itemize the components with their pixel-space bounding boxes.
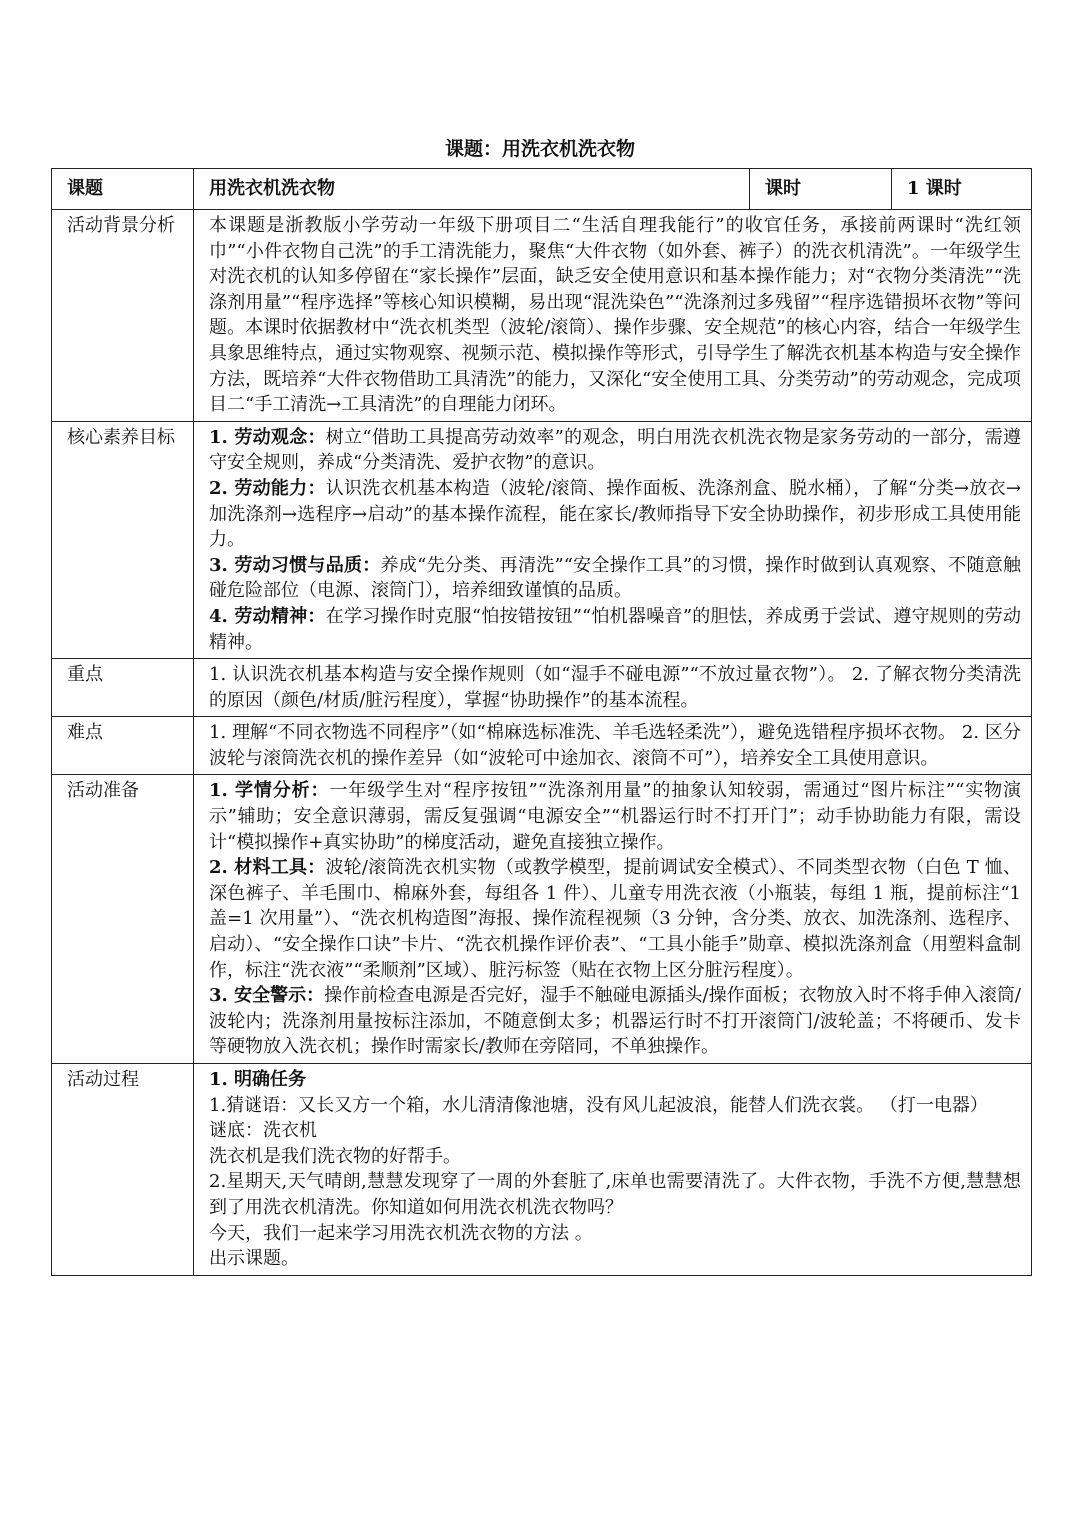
preparation-row [52,775,1032,1064]
preparation-item [209,778,1021,855]
difficulty-cell [194,717,1032,775]
background-row [52,210,1032,422]
preparation-label: 活动准备 [52,775,194,1064]
literacy-item-lead: 4. 劳动精神： [209,605,326,627]
process-heading: 1. 明确任务 [209,1069,307,1090]
lesson-plan-table [51,168,1032,1276]
background-cell [194,210,1032,422]
process-line: 今天，我们一起来学习用洗衣机洗衣物的方法 。 [209,1222,593,1244]
literacy-item [209,476,1021,553]
literacy-item-lead: 3. 劳动习惯与品质： [209,554,381,576]
literacy-cell [194,421,1032,658]
literacy-item-lead: 1. 劳动观念： [209,426,326,448]
preparation-item-lead: 3. 安全警示： [209,985,325,1007]
literacy-label: 核心素养目标 [52,421,194,658]
hours-label: 课时 [750,169,892,210]
process-line: 洗衣机是我们洗衣物的好帮手。 [209,1145,461,1167]
process-line: 出示课题。 [209,1248,299,1270]
literacy-item-text: 养成“先分类、再清洗”“安全操作工具”的习惯，操作时做到认真观察、不随意触碰危险部位（电源、滚筒门），培养细致谨慎的品质。 [209,554,1021,602]
literacy-item-text: 认识洗衣机基本构造（波轮/滚筒、操作面板、洗涤剂盒、脱水桶），了解“分类→放衣→加洗涤剂→选程序→启动”的基本操作流程，能在家长/教师指导下安全协助操作，初步形成工具使用能力。 [209,477,1021,551]
preparation-item-text: 一年级学生对“程序按钮”“洗涤剂用量”的抽象认知较弱，需通过“图片标注”“实物演示”辅助；安全意识薄弱，需反复强调“电源安全”“机器运行时不打开门”；动手协助能力有限，需设计“模拟操作+真实协助”的梯度活动，避免直接独立操作。 [209,780,1021,853]
difficulty-row [52,717,1032,775]
literacy-item-text: 在学习操作时克服“怕按错按钮”“怕机器噪音”的胆怯，养成勇于尝试、遵守规则的劳动精神。 [209,605,1021,653]
process-line: 1.猜谜语：又长又方一个箱，水儿清清像池塘，没有风儿起波浪，能替人们洗衣裳。 （打一电器） [209,1094,988,1116]
difficulty-label: 难点 [52,717,194,775]
background-label: 活动背景分析 [52,210,194,422]
header-row [52,169,1032,210]
background-text: 本课题是浙教版小学劳动一年级下册项目二“生活自理我能行”的收官任务，承接前两课时“洗红领巾”“小件衣物自己洗”的手工清洗能力，聚焦“大件衣物（如外套、裤子）的洗衣机清洗”。一年级学生对洗衣机的认知多停留在“家长操作”层面，缺乏安全使用意识和基本操作能力；对“衣物分类清洗”“洗涤剂用量”“程序选择”等核心知识模糊，易出现“混洗染色”“洗涤剂过多残留”“程序选错损坏衣物”等问题。本课时依据教材中“洗衣机类型（波轮/滚筒）、操作步骤、安全规范”的核心内容，结合一年级学生具象思维特点，通过实物观察、视频示范、模拟操作等形式，引导学生了解洗衣机基本构造与安全操作方法，既培养“大件衣物借助工具清洗”的能力，又深化“安全使用工具、分类劳动”的劳动观念，完成项目二“手工清洗→工具清洗”的自理能力闭环。 [209,215,1021,416]
preparation-item [209,855,1021,983]
preparation-item-text: 波轮/滚筒洗衣机实物（或教学模型，提前调试安全模式）、不同类型衣物（白色 T 恤、深色裤子、羊毛围巾、棉麻外套，每组各 1 件）、儿童专用洗衣液（小瓶装，每组 1 瓶，提前标注“1 盖=1 次用量”）、“洗衣机构造图”海报、操作流程视频（3 分钟，含分类、放衣、加洗涤剂、选程序、启动）、“安全操作口诀”卡片、“洗衣机操作评价表”、“工具小能手”勋章、模拟洗涤剂盒（用塑料盒制作，标注“洗衣液”“柔顺剂”区域）、脏污标签（贴在衣物上区分脏污程度）。 [209,857,1021,981]
preparation-cell [194,775,1032,1064]
literacy-item [209,604,1021,655]
difficulty-text: 1. 理解“不同衣物选不同程序”（如“棉麻选标准洗、羊毛选轻柔洗”），避免选错程序损坏衣物。 2. 区分波轮与滚筒洗衣机的操作差异（如“波轮可中途加衣、滚筒不可”），培养安全工具使用意识。 [209,722,1021,769]
keypoint-row [52,659,1032,717]
literacy-row [52,421,1032,658]
preparation-item-text: 操作前检查电源是否完好，湿手不触碰电源插头/操作面板；衣物放入时不将手伸入滚筒/波轮内；洗涤剂用量按标注添加，不随意倒太多；机器运行时不打开滚筒门/波轮盖；不将硬币、发卡等硬物放入洗衣机；操作时需家长/教师在旁陪同，不单独操作。 [209,985,1022,1058]
keypoint-label: 重点 [52,659,194,717]
keypoint-cell [194,659,1032,717]
topic-label: 课题 [52,169,194,210]
process-row [52,1064,1032,1276]
literacy-item [209,553,1021,604]
literacy-item-lead: 2. 劳动能力： [209,477,326,499]
hours-value: 1 课时 [892,169,1032,210]
page-title: 课题：用洗衣机洗衣物 [444,138,635,160]
preparation-item [209,983,1021,1060]
keypoint-text: 1. 认识洗衣机基本构造与安全操作规则（如“湿手不碰电源”“不放过量衣物”）。 2. 了解衣物分类清洗的原因（颜色/材质/脏污程度），掌握“协助操作”的基本流程。 [209,664,1021,711]
process-label: 活动过程 [52,1064,194,1276]
process-line: 2.星期天,天气晴朗,慧慧发现穿了一周的外套脏了,床单也需要清洗了。大件衣物，手洗不方便,慧慧想到了用洗衣机清洗。你知道如何用洗衣机洗衣物吗？ [209,1171,1021,1218]
topic-value: 用洗衣机洗衣物 [194,169,750,210]
preparation-item-lead: 2. 材料工具： [209,857,326,879]
literacy-item-text: 树立“借助工具提高劳动效率”的观念，明白用洗衣机洗衣物是家务劳动的一部分，需遵守安全规则，养成“分类清洗、爱护衣物”的意识。 [209,426,1022,474]
preparation-item-lead: 1. 学情分析： [209,780,330,802]
literacy-item [209,425,1021,476]
process-line: 谜底：洗衣机 [209,1120,317,1142]
process-cell [194,1064,1032,1276]
